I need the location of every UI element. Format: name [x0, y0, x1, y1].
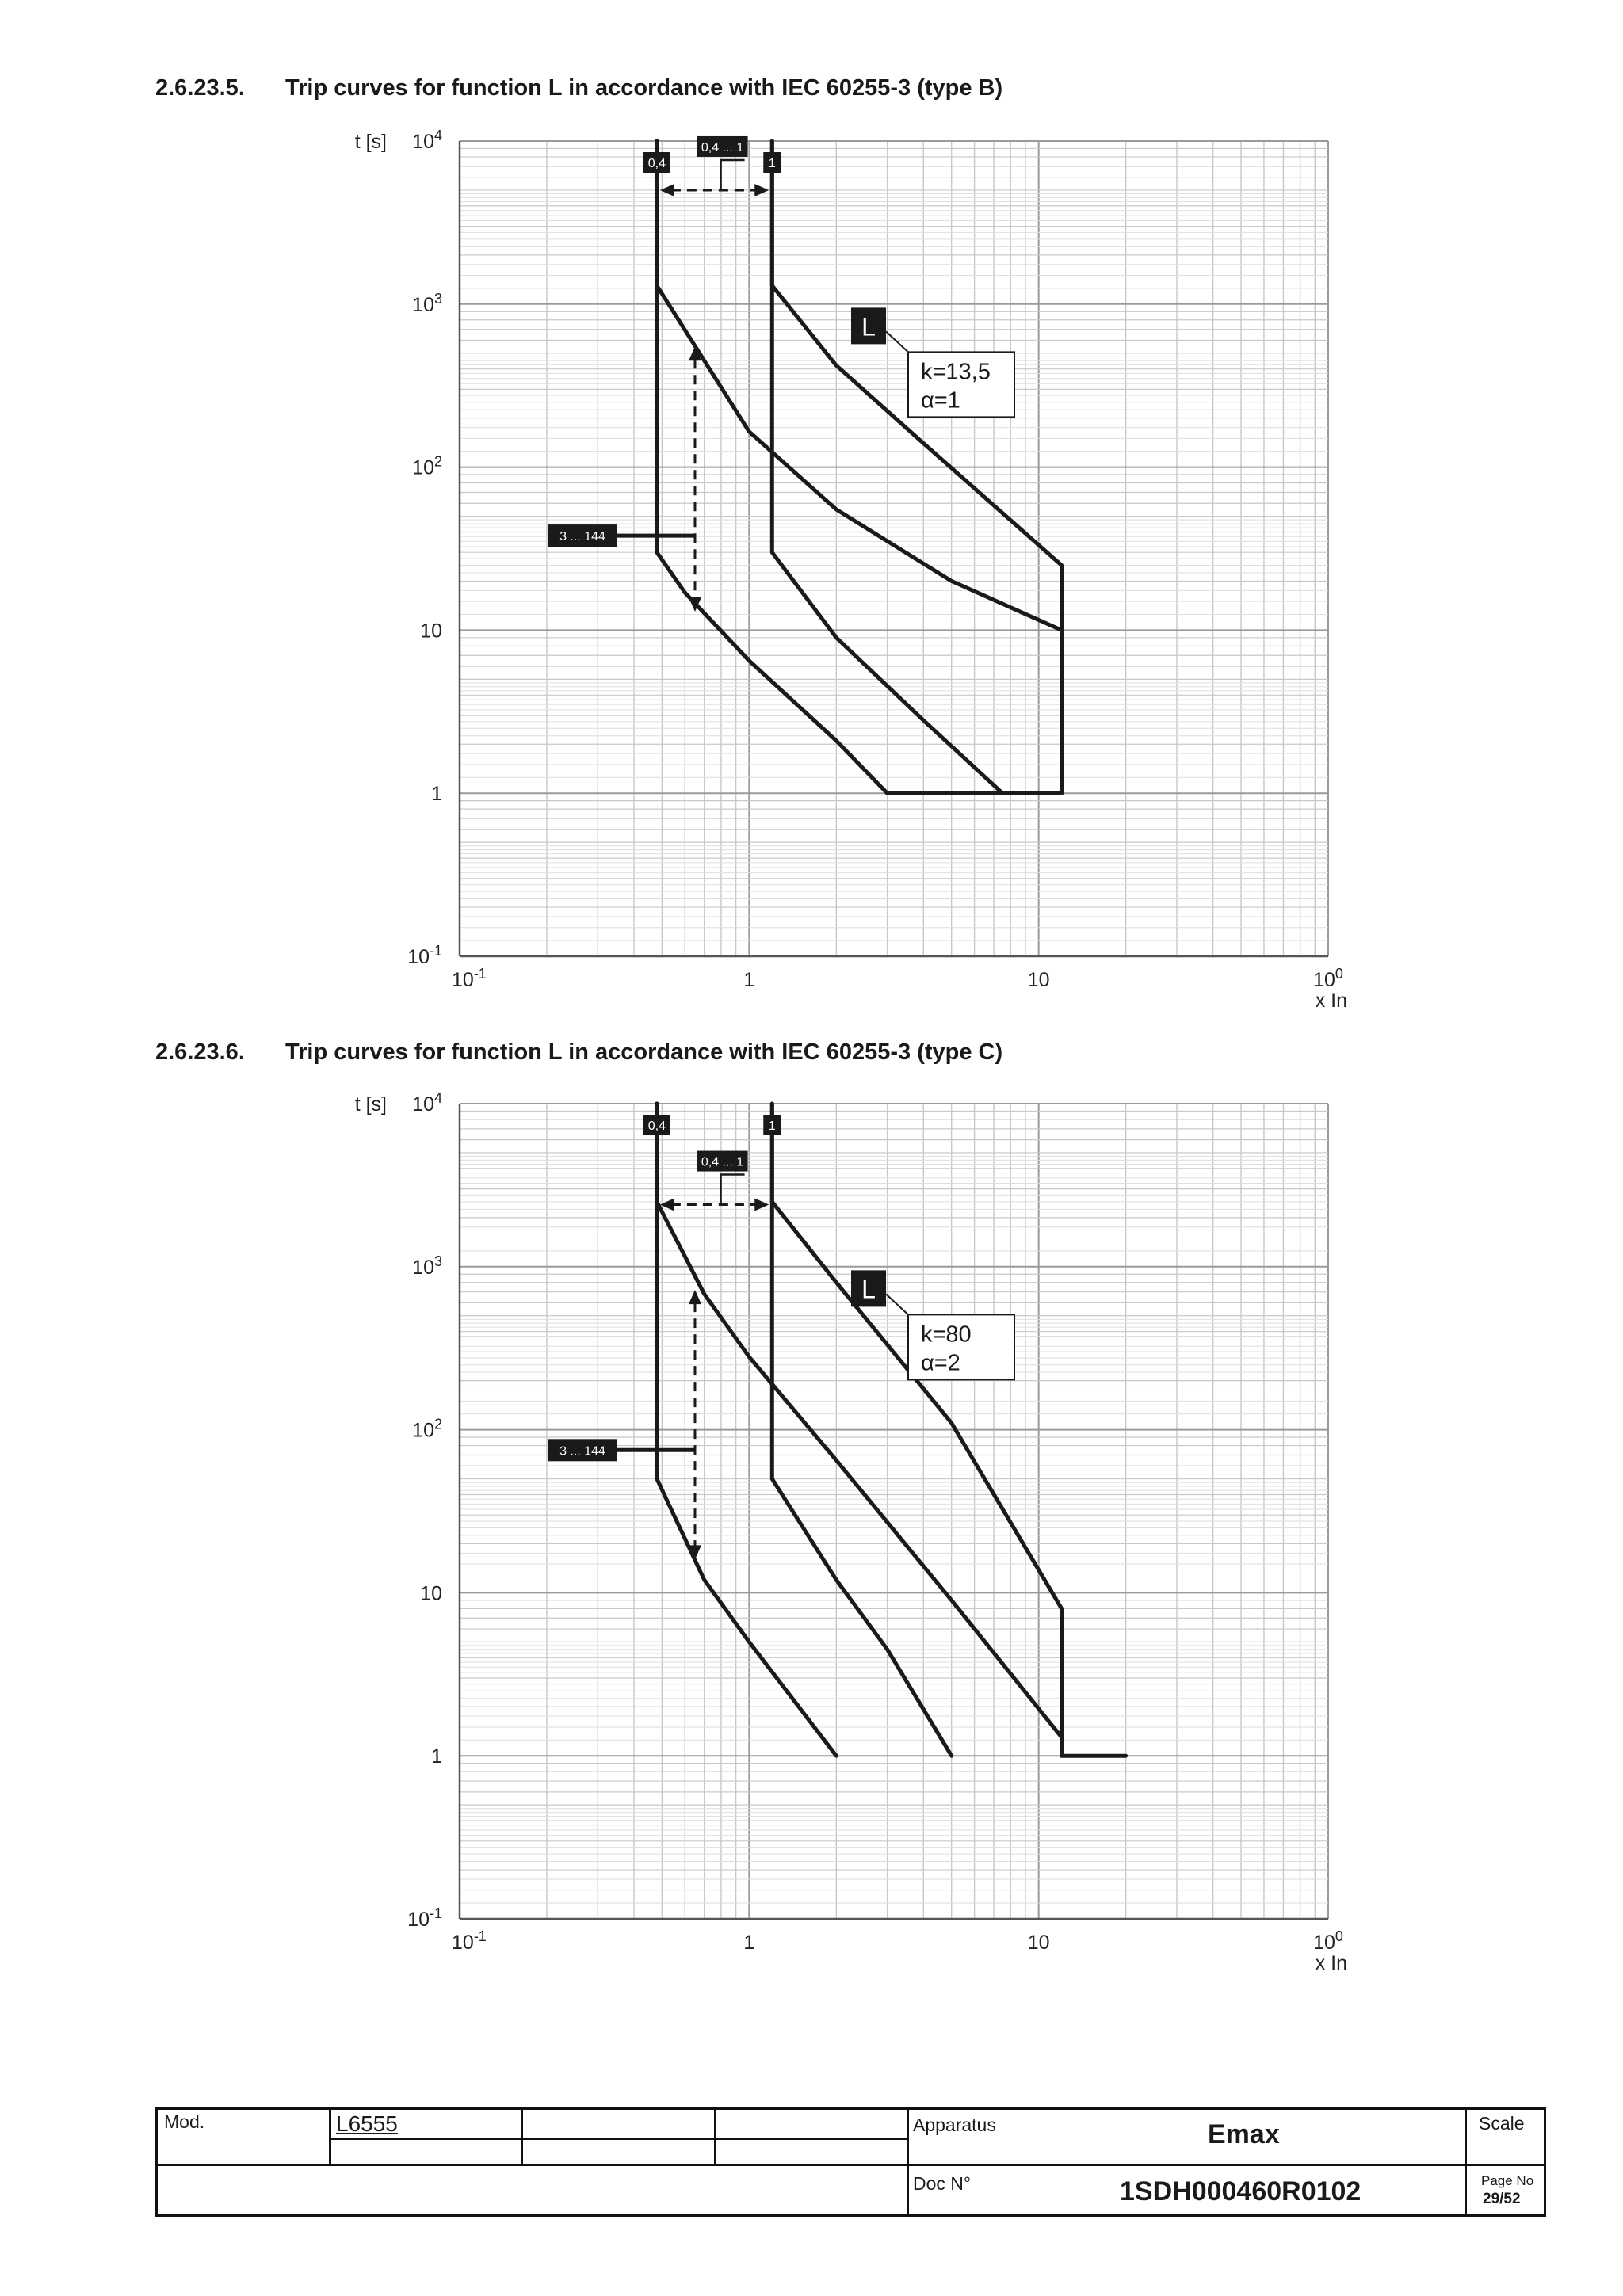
y-tick-label: $10^{-1}$ [407, 943, 442, 968]
x-tick-label: $10^0$ [1313, 1928, 1343, 1954]
mod-label: Mod. [164, 2111, 205, 2132]
chart-title: Trip curves for function L in accordance with IEC 60255-3 (type B) [285, 75, 1003, 101]
i1-min-tag-label: 0,4 [647, 157, 666, 170]
parameter-line: k=13,5 [920, 359, 991, 385]
i1-range-leader [721, 1175, 745, 1205]
doc-number-label: Doc N° [913, 2173, 972, 2194]
grid [460, 1104, 1328, 1919]
x-tick-label: 10 [1027, 969, 1050, 991]
y-axis-label: t [s] [354, 131, 387, 153]
i1-min-tag-label: 0,4 [647, 1119, 666, 1133]
function-tag-leader [886, 1294, 908, 1314]
y-tick-label: $10^3$ [412, 1253, 442, 1279]
i1-range-tag-label: 0,4 ... 1 [701, 140, 744, 154]
x-axis-unit: x In [1315, 990, 1347, 1012]
y-tick-label: 10 [420, 620, 442, 643]
y-tick-label: 1 [431, 1745, 442, 1768]
doc-number-value: 1SDH000460R0102 [1120, 2176, 1361, 2206]
x-tick-label: 10 [1027, 1932, 1050, 1954]
y-tick-label: 1 [431, 783, 442, 806]
page-number-label: Page No [1481, 2173, 1534, 2188]
x-tick-label: $10^{-1}$ [452, 1928, 487, 1954]
mod-value: L6555 [336, 2111, 398, 2136]
y-tick-label: $10^{-1}$ [407, 1905, 442, 1931]
scale-label: Scale [1479, 2113, 1525, 2134]
y-tick-label: 10 [420, 1582, 442, 1605]
arrow-head-right [754, 184, 769, 196]
grid [460, 141, 1328, 956]
x-tick-label: $10^0$ [1313, 966, 1343, 991]
i1-max-tag-label: 1 [768, 157, 776, 170]
apparatus-value: Emax [1208, 2119, 1280, 2149]
function-tag-leader [886, 331, 908, 352]
parameter-line: k=80 [920, 1322, 972, 1348]
page-number-value: 29/52 [1483, 2191, 1521, 2207]
y-axis-label: t [s] [354, 1093, 387, 1116]
t1-range-tag-label: 3 ... 144 [559, 1444, 605, 1459]
x-tick-label: $10^{-1}$ [452, 966, 487, 991]
i1-max-tag-label: 1 [768, 1119, 776, 1133]
section-number: 2.6.23.6. [155, 1039, 245, 1065]
y-tick-label: $10^2$ [412, 1416, 442, 1442]
x-tick-label: 1 [743, 1932, 755, 1954]
t1-range-tag-label: 3 ... 144 [559, 530, 605, 544]
trip-curve-chart-type-c [0, 963, 1623, 2008]
y-tick-label: $10^4$ [412, 1090, 442, 1116]
function-tag-label: L [861, 1275, 876, 1304]
x-axis-unit: x In [1315, 1952, 1347, 1974]
trip-curve-chart-type-b [0, 0, 1623, 1030]
y-tick-label: $10^4$ [412, 128, 442, 153]
function-tag-label: L [861, 312, 876, 341]
i1-range-leader [721, 160, 745, 190]
apparatus-label: Apparatus [913, 2115, 996, 2135]
y-tick-label: $10^2$ [412, 453, 442, 479]
parameter-line: α=2 [920, 1350, 960, 1376]
section-number: 2.6.23.5. [155, 75, 245, 101]
y-tick-label: $10^3$ [412, 290, 442, 316]
x-tick-label: 1 [743, 969, 755, 991]
chart-title: Trip curves for function L in accordance with IEC 60255-3 (type C) [285, 1039, 1003, 1065]
parameter-line: α=1 [920, 387, 960, 414]
title-block [155, 2107, 1546, 2217]
i1-range-tag-label: 0,4 ... 1 [701, 1155, 744, 1169]
